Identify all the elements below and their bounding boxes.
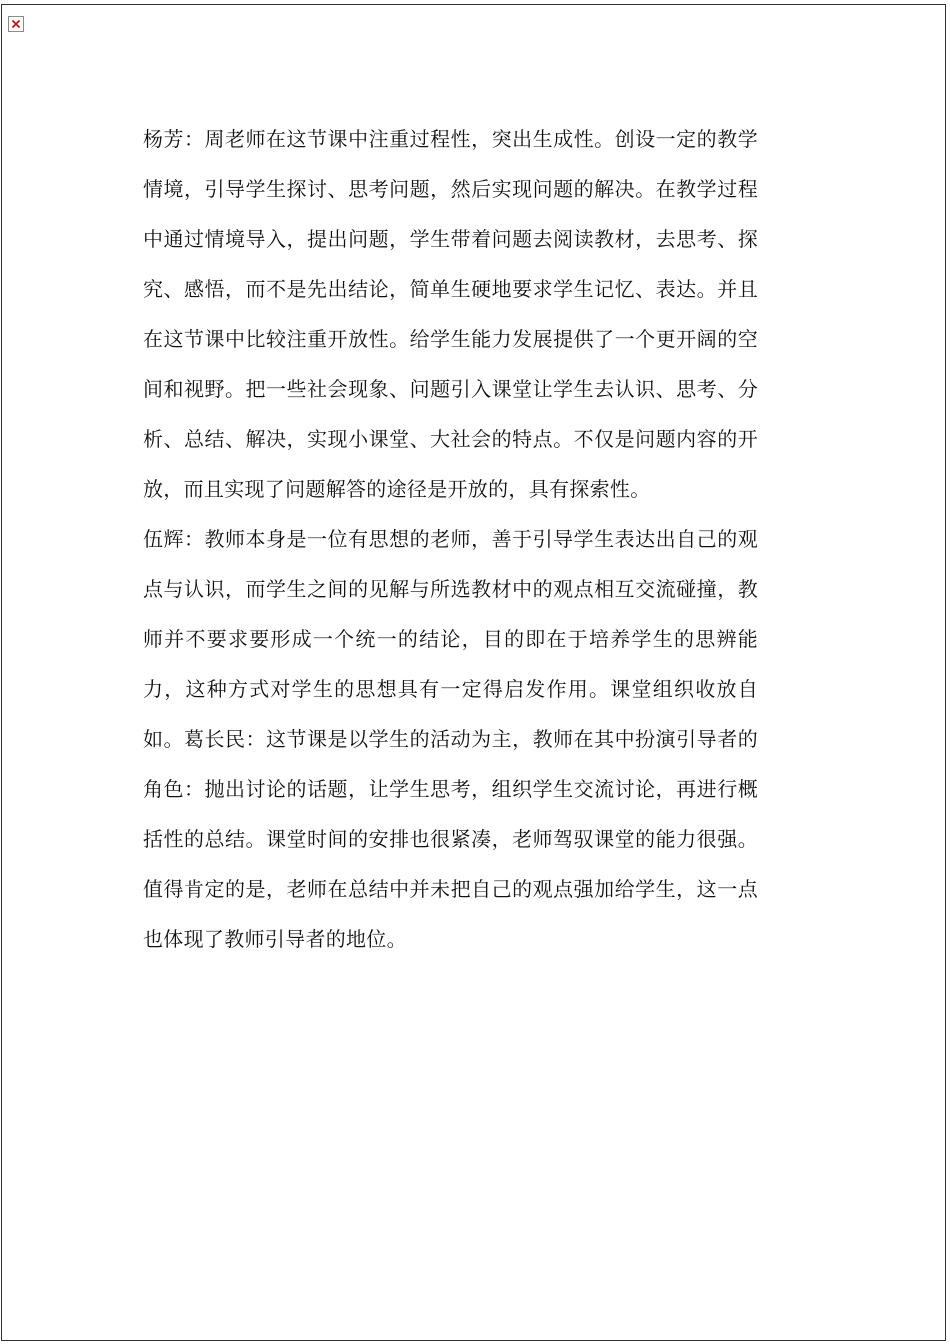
close-x-icon — [11, 19, 21, 29]
document-body — [143, 114, 758, 964]
paragraph-wu-hui: 伍辉：教师本身是一位有思想的老师，善于引导学生表达出自己的观点与认识，而学生之间的见解与所选教材中的观点相互交流碰撞，教师并不要求要形成一个统一的结论，目的即在于培养学生的思辨能力，这种方式对学生的思想具有一定得启发作用。课堂组织收放自如。葛长民：这节课是以学生的活动为主，教师在其中扮演引导者的角色：抛出讨论的话题，让学生思考，组织学生交流讨论，再进行概括性的总结。课堂时间的安排也很紧凑，老师驾驭课堂的能力很强。值得肯定的是，老师在总结中并未把自己的观点强加给学生，这一点也体现了教师引导者的地位。 — [143, 527, 758, 951]
broken-image-icon — [8, 16, 24, 32]
paragraph-yang-fang: 杨芳：周老师在这节课中注重过程性，突出生成性。创设一定的教学情境，引导学生探讨、思考问题，然后实现问题的解决。在教学过程中通过情境导入，提出问题，学生带着问题去阅读教材，去思考、探究、感悟，而不是先出结论，简单生硬地要求学生记忆、表达。并且在这节课中比较注重开放性。给学生能力发展提供了一个更开阔的空间和视野。把一些社会现象、问题引入课堂让学生去认识、思考、分析、总结、解决，实现小课堂、大社会的特点。不仅是问题内容的开放，而且实现了问题解答的途径是开放的，具有探索性。 — [143, 127, 758, 501]
